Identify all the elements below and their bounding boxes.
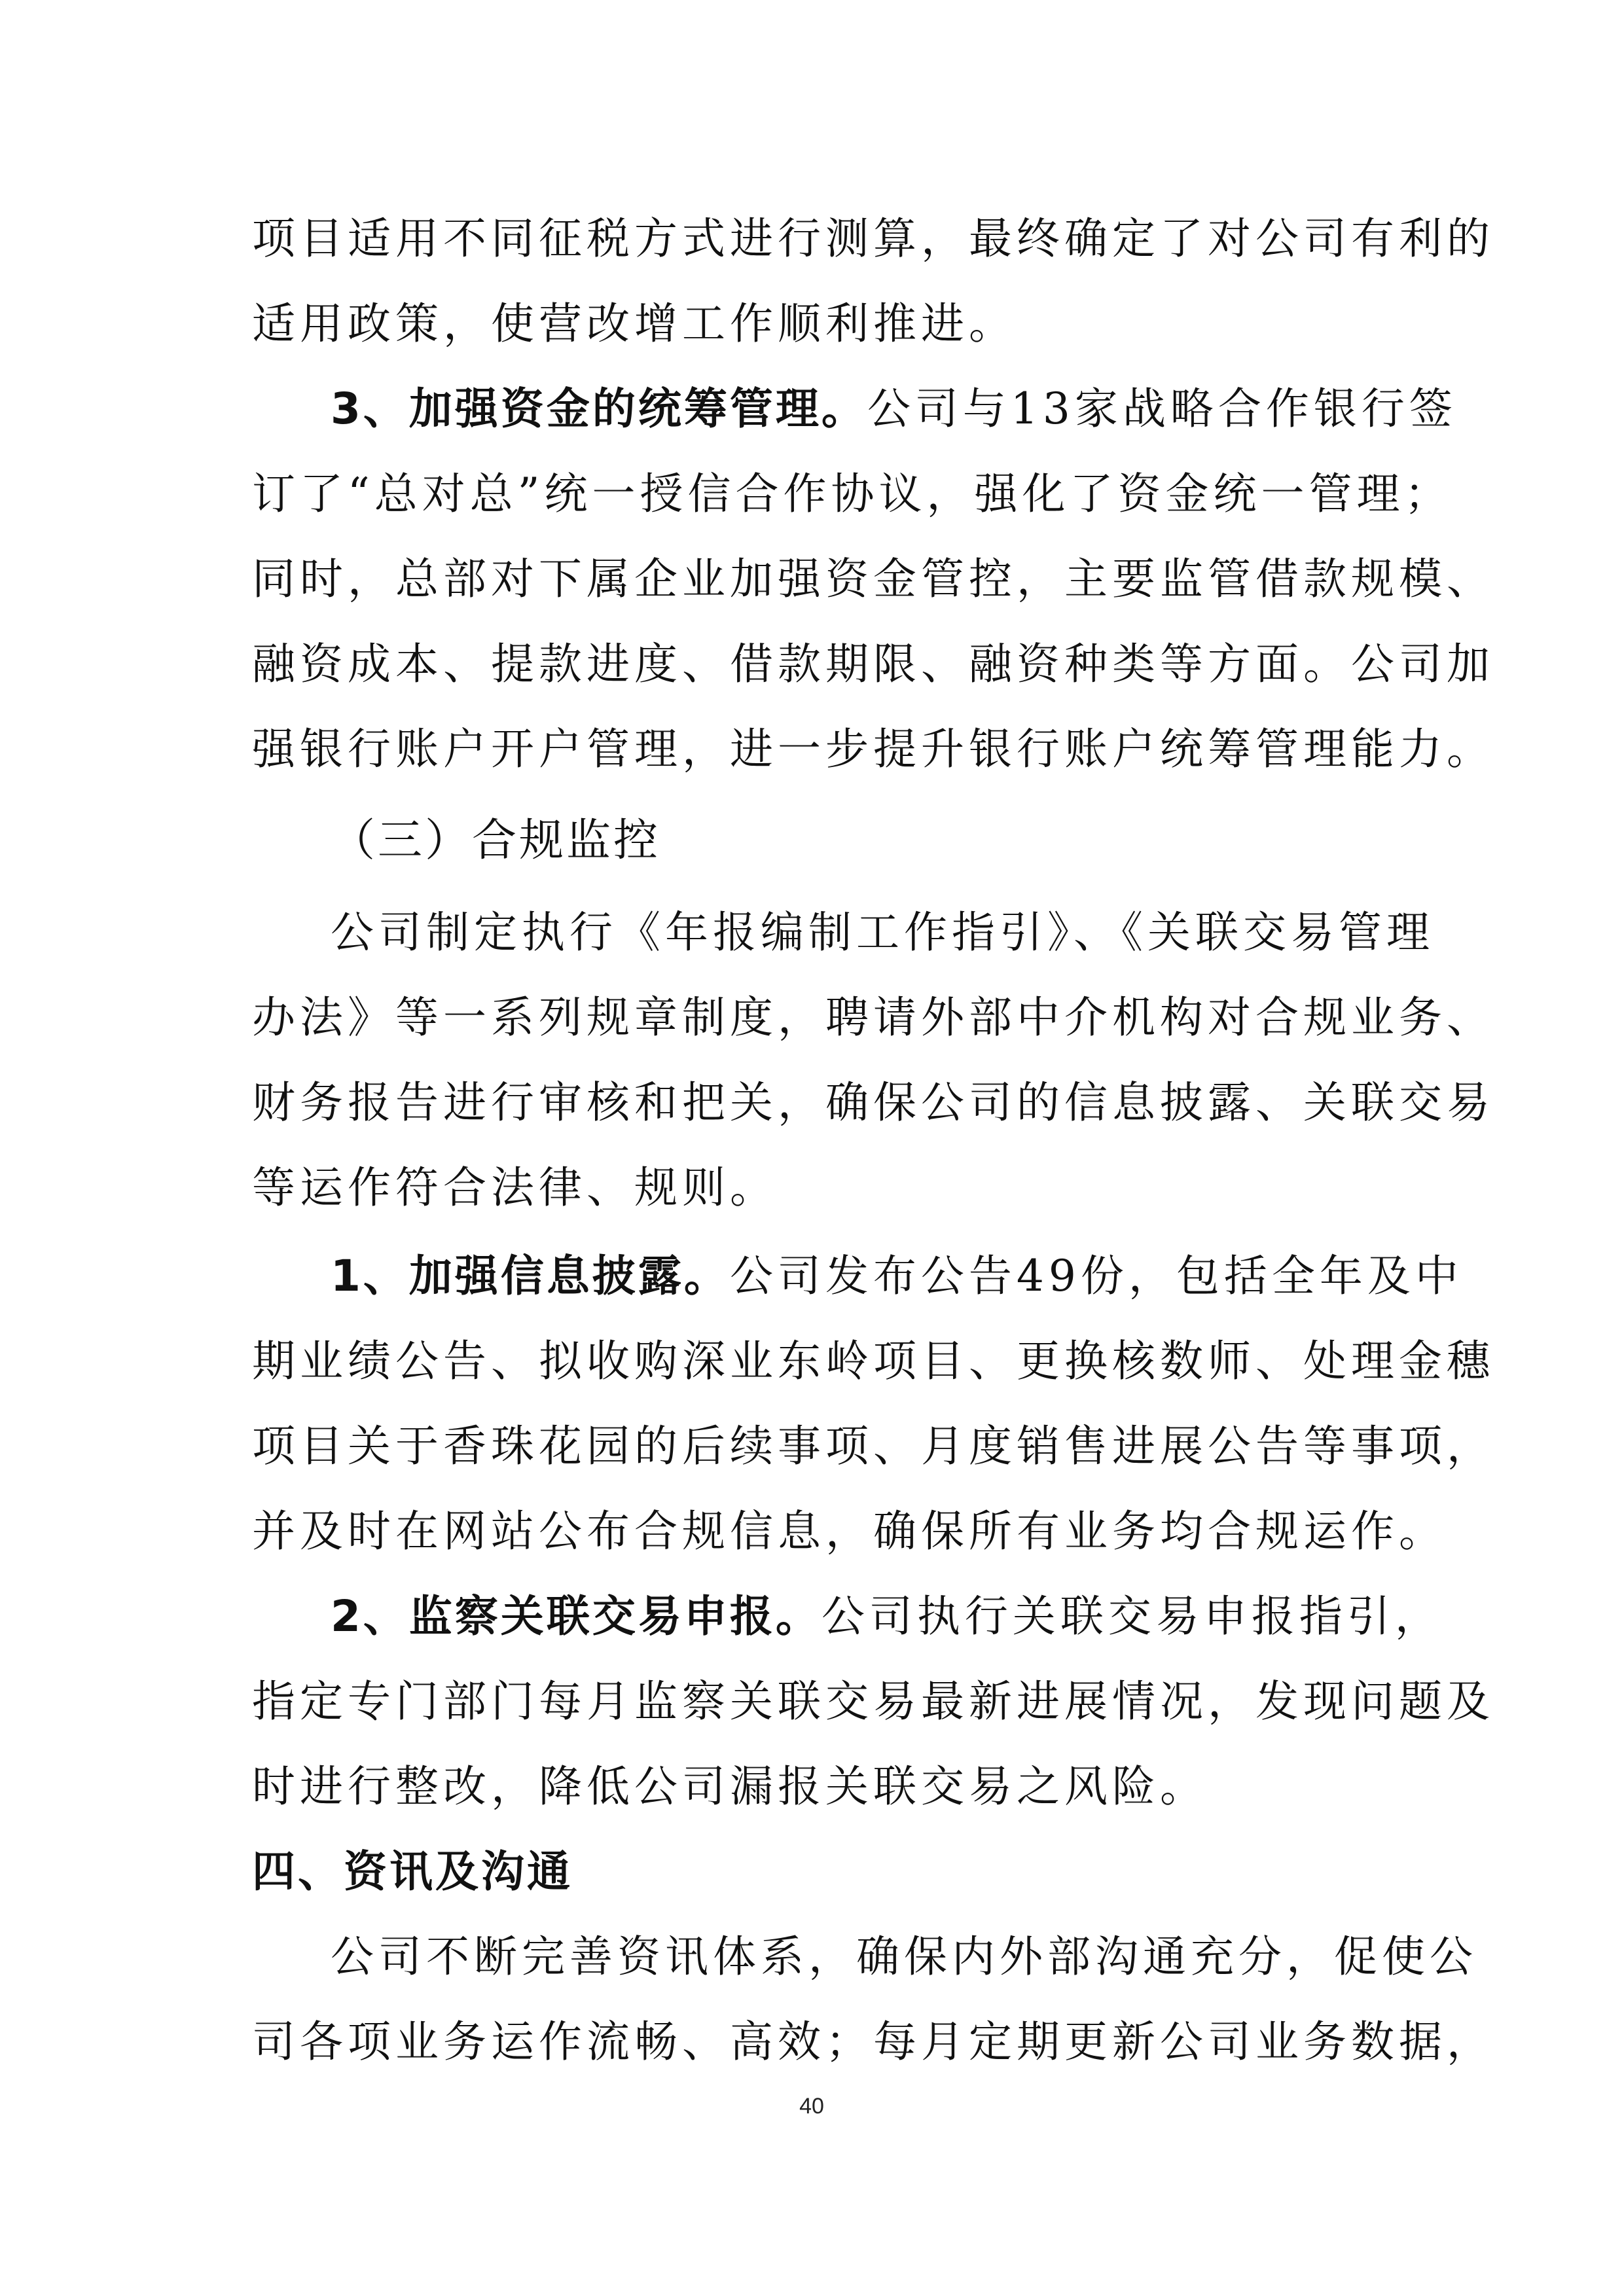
item-heading: 2、监察关联交易申报。 (331, 1591, 821, 1641)
paragraph-line (252, 1757, 1391, 1816)
paragraph-line (252, 1073, 1494, 1132)
line-text: 财务报告进行审核和把关，确保公司的信息披露、关联交易 (252, 1077, 1494, 1128)
paragraph-line (252, 1672, 1494, 1731)
line-text: 司各项业务运作流畅、高效；每月定期更新公司业务数据， (252, 2017, 1494, 2067)
section-heading-compliance (331, 812, 1391, 870)
line-text: 同时，总部对下属企业加强资金管控，主要监管借款规模、 (252, 554, 1494, 604)
section-heading-information (252, 1842, 1391, 1901)
line-text: 期业绩公告、拟收购深业东岭项目、更换核数师、处理金穗 (252, 1336, 1494, 1386)
paragraph-line (252, 635, 1494, 694)
paragraph-line (331, 903, 1434, 962)
item-heading: 3、加强资金的统筹管理。 (331, 384, 867, 434)
paragraph-line (252, 295, 1391, 353)
paragraph-line (252, 1158, 1391, 1217)
paragraph-line (252, 988, 1494, 1047)
line-text: 公司制定执行《年报编制工作指引》、《关联交易管理 (331, 907, 1434, 958)
numbered-item-funds (331, 380, 1457, 439)
line-text: 强银行账户开户管理，进一步提升银行账户统筹管理能力。 (252, 724, 1494, 774)
paragraph-line (252, 1332, 1494, 1391)
line-text: 项目关于香珠花园的后续事项、月度销售进展公告等事项， (252, 1421, 1494, 1471)
section-heading-text: 四、资讯及沟通 (252, 1846, 573, 1897)
paragraph-line (252, 1417, 1494, 1476)
line-text: 并及时在网站公布合规信息，确保所有业务均合规运作。 (252, 1506, 1447, 1556)
numbered-item-related-transactions (331, 1587, 1443, 1646)
paragraph-line (252, 465, 1453, 524)
paragraph-line (252, 1502, 1447, 1561)
line-text: 公司不断完善资讯体系，确保内外部沟通充分，促使公 (331, 1931, 1477, 1982)
page-number: 40 (799, 2094, 824, 2119)
line-text: 公司执行关联交易申报指引， (821, 1591, 1443, 1641)
line-text: 项目适用不同征税方式进行测算，最终确定了对公司有利的 (252, 213, 1494, 264)
line-text: 办法》等一系列规章制度，聘请外部中介机构对合规业务、 (252, 992, 1494, 1043)
line-text: 适用政策，使营改增工作顺利推进。 (252, 298, 1017, 349)
item-heading: 1、加强信息披露。 (331, 1251, 730, 1301)
line-text: 融资成本、提款进度、借款期限、融资种类等方面。公司加 (252, 639, 1494, 689)
line-text: 订了“总对总”统一授信合作协议，强化了资金统一管理； (252, 469, 1453, 519)
paragraph-line (331, 1928, 1477, 1986)
line-text: 时进行整改，降低公司漏报关联交易之风险。 (252, 1761, 1208, 1812)
line-text: 公司发布公告49份，包括全年及中 (729, 1251, 1463, 1301)
section-heading-text: （三）合规监控 (331, 815, 661, 867)
numbered-item-disclosure (331, 1247, 1463, 1306)
line-text: 指定专门部门每月监察关联交易最新进展情况，发现问题及 (252, 1676, 1494, 1727)
line-text: 等运作符合法律、规则。 (252, 1162, 778, 1213)
paragraph-line (252, 2013, 1494, 2072)
paragraph-line (252, 209, 1494, 268)
line-text: 公司与13家战略合作银行签 (867, 384, 1457, 434)
paragraph-line (252, 550, 1494, 609)
paragraph-line (252, 720, 1494, 779)
